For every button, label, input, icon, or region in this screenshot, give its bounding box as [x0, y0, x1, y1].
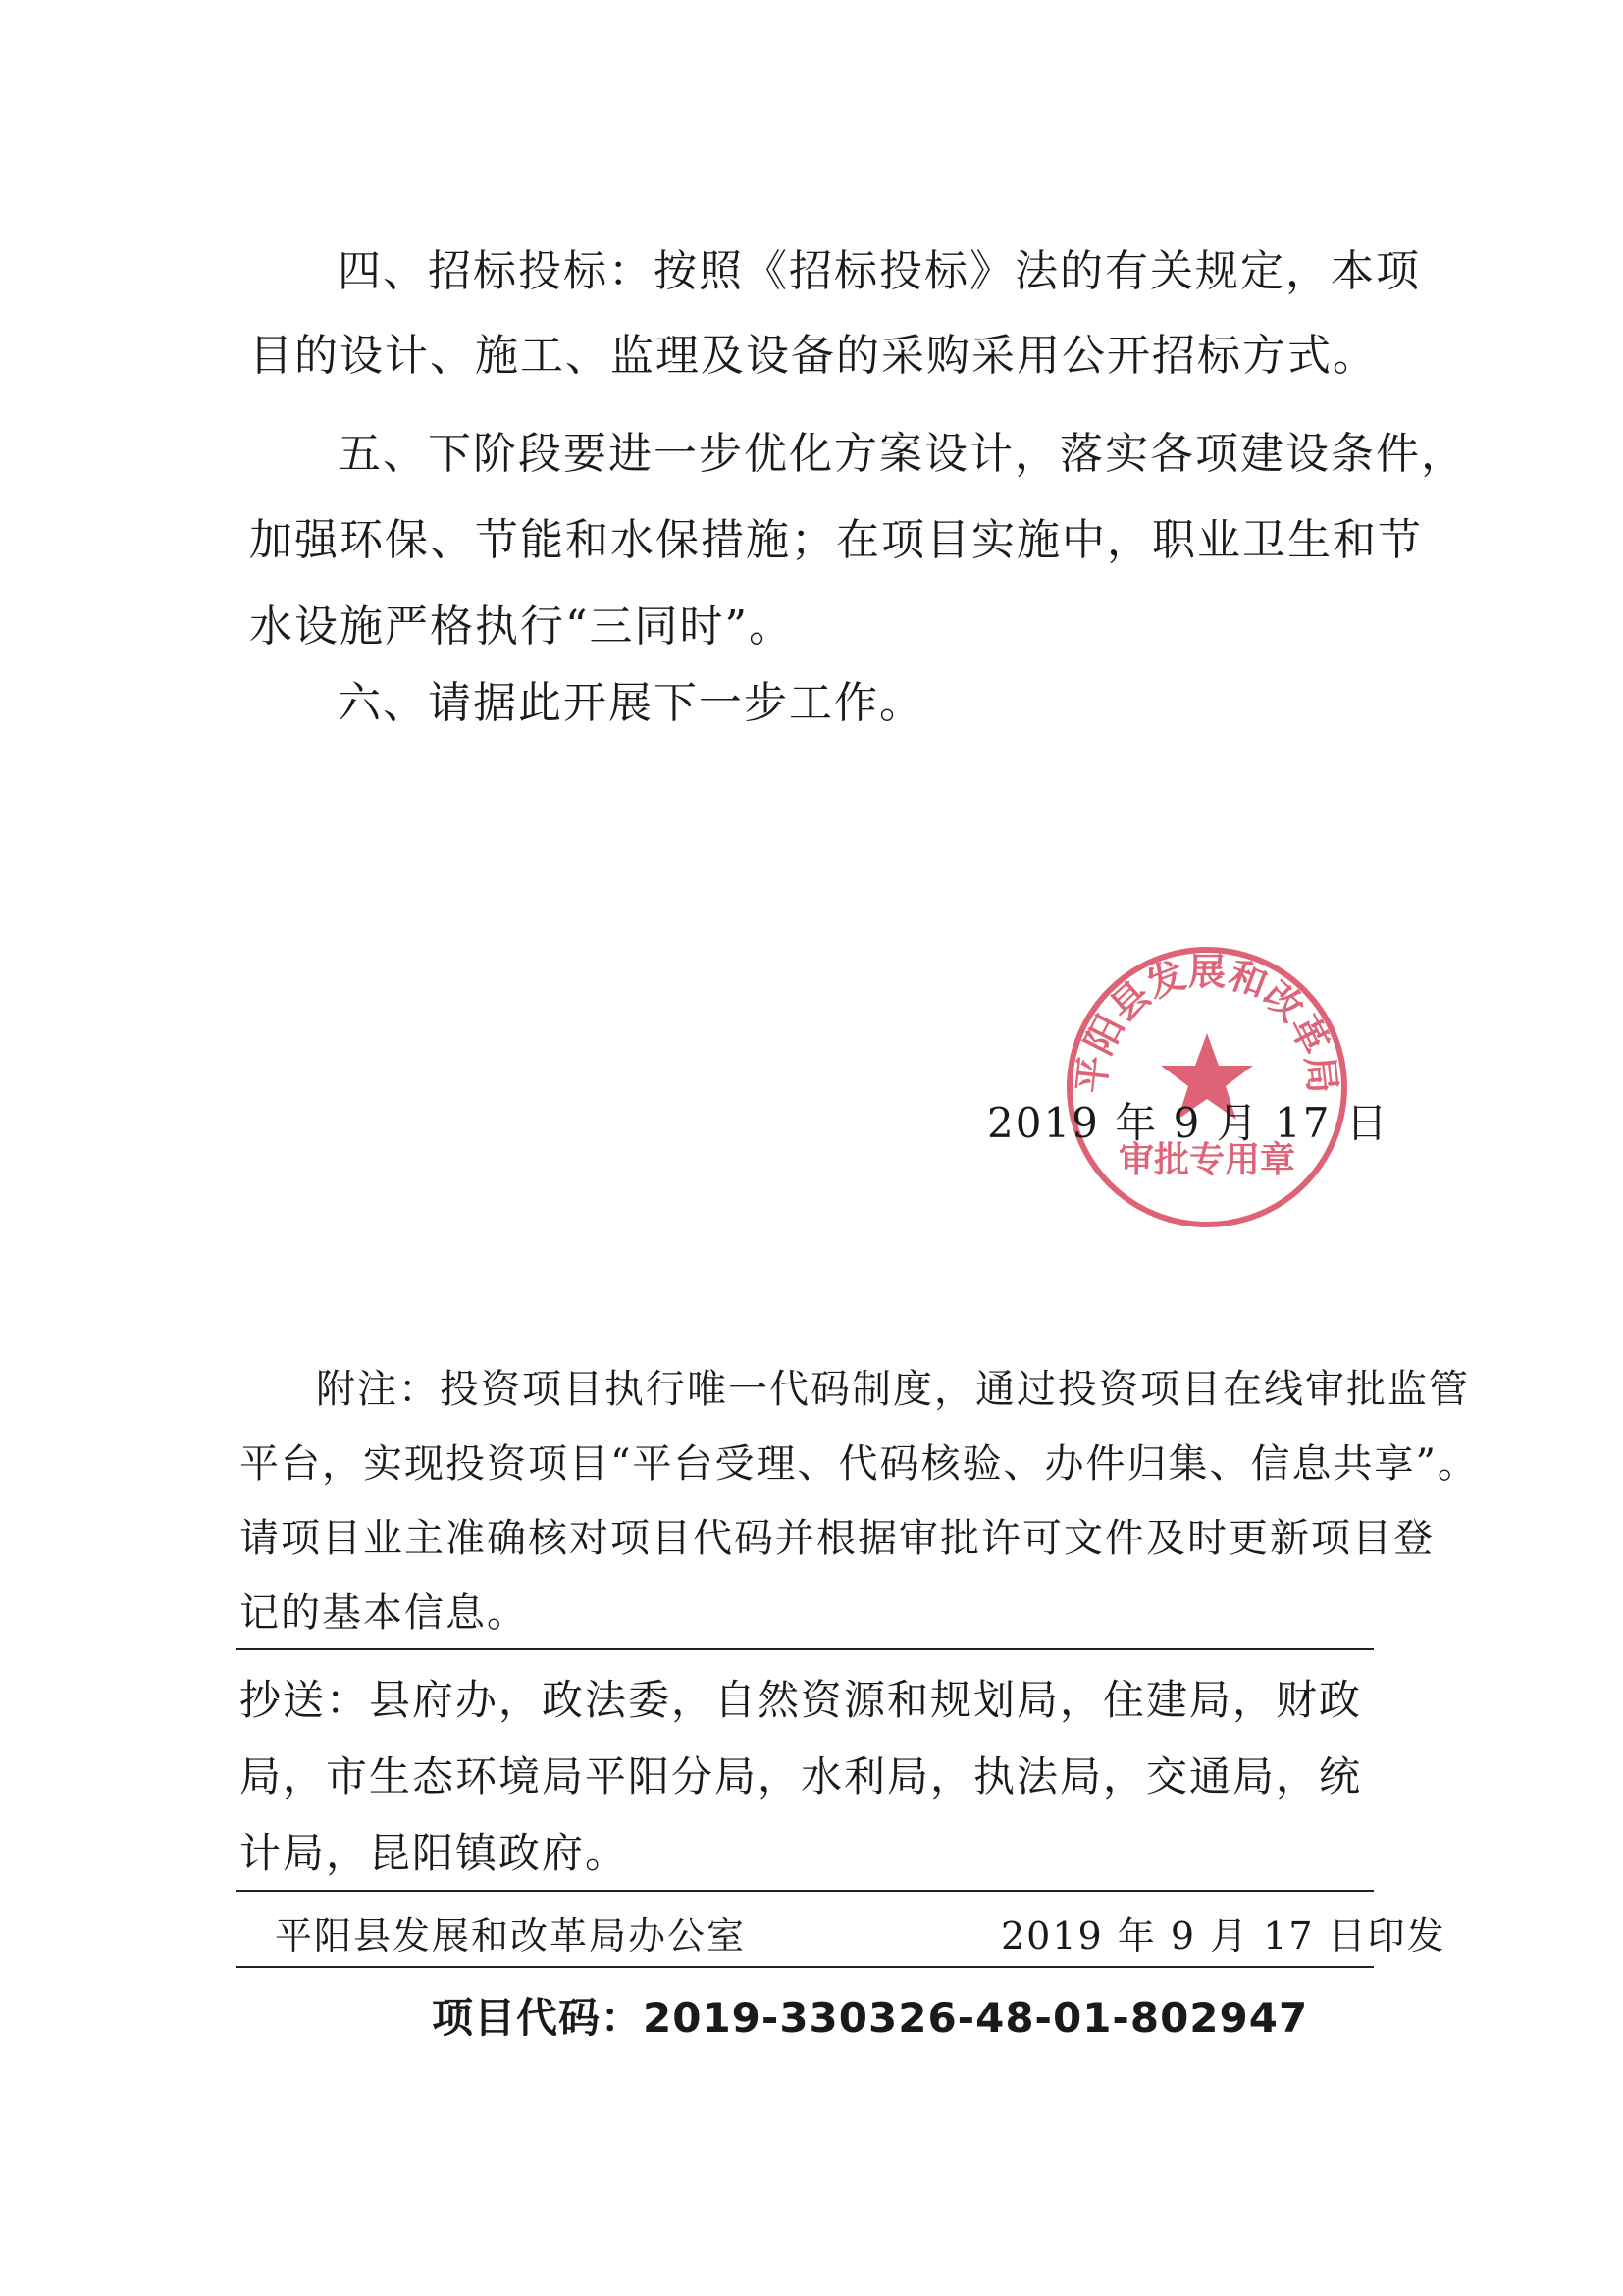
note-line-2: 平台，实现投资项目“平台受理、代码核验、办件归集、信息共享”。 [239, 1441, 1479, 1487]
divider-bottom [236, 1966, 1374, 1968]
cc-line-3: 计局，昆阳镇政府。 [239, 1829, 629, 1877]
print-date: 2019 年 9 月 17 日印发 [1001, 1914, 1446, 1957]
official-seal [1060, 940, 1354, 1234]
seal-bottom-text: 审批专用章 [1118, 1139, 1296, 1180]
cc-line-2: 局，市生态环境局平阳分局，水利局，执法局，交通局，统 [239, 1752, 1363, 1800]
divider-middle [236, 1890, 1374, 1892]
section-four-line-2: 目的设计、施工、监理及设备的采购采用公开招标方式。 [249, 331, 1378, 381]
note-line-1: 附注：投资项目执行唯一代码制度，通过投资项目在线审批监管 [316, 1367, 1470, 1412]
section-six-line-1: 六、请据此开展下一步工作。 [338, 678, 924, 728]
note-line-3: 请项目业主准确核对项目代码并根据审批许可文件及时更新项目登 [239, 1516, 1435, 1561]
divider-top [236, 1648, 1374, 1650]
note-line-4: 记的基本信息。 [239, 1591, 528, 1636]
cc-line-1: 抄送：县府办，政法委，自然资源和规划局，住建局，财政 [239, 1676, 1363, 1724]
section-four-line-1: 四、招标投标：按照《招标投标》法的有关规定，本项 [338, 246, 1421, 296]
issue-date: 2019 年 9 月 17 日 [987, 1099, 1389, 1147]
seal-top-text: 平阳县发展和改革局 [1068, 949, 1346, 1096]
section-five-line-3: 水设施严格执行“三同时”。 [249, 601, 794, 652]
issuing-office: 平阳县发展和改革局办公室 [275, 1914, 747, 1957]
section-five-line-1: 五、下阶段要进一步优化方案设计，落实各项建设条件， [338, 429, 1466, 479]
section-five-line-2: 加强环保、节能和水保措施；在项目实施中，职业卫生和节 [249, 515, 1423, 565]
project-code: 项目代码：2019-330326-48-01-802947 [432, 1994, 1309, 2042]
